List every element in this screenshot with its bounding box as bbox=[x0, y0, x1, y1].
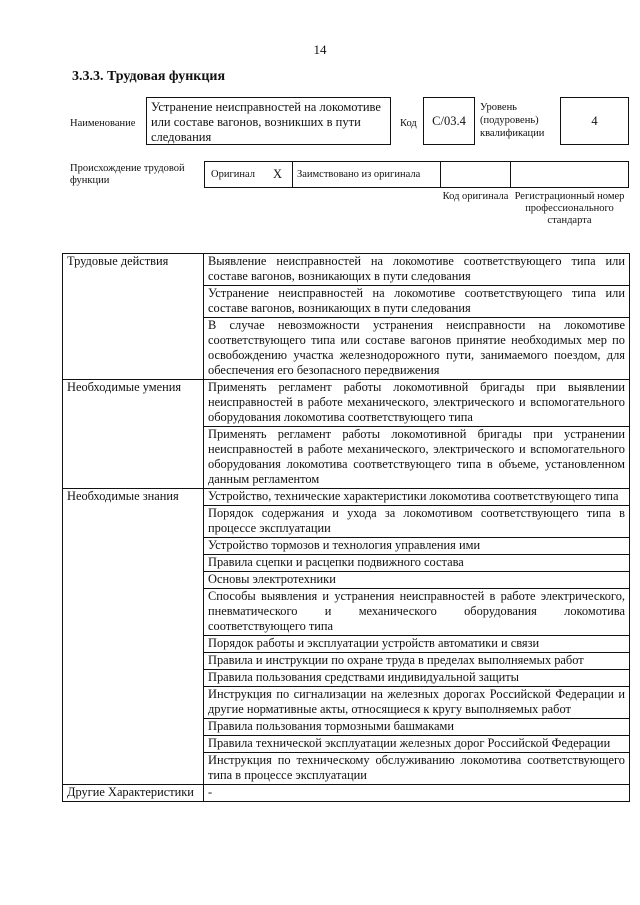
row-value: Устройство, технические характеристики локомотива соответствующего типа bbox=[204, 489, 630, 506]
reg-number-label: Регистрационный номер профессионального стандарта bbox=[514, 191, 625, 226]
row-value: Правила сцепки и расцепки подвижного состава bbox=[204, 555, 630, 572]
table-row bbox=[63, 489, 630, 506]
table-row bbox=[63, 785, 630, 802]
row-value: Применять регламент работы локомотивной бригады при выявлении неисправностей в работе механического, электрического и вспомогательного оборудования локомотива соответствующего типа bbox=[204, 380, 630, 427]
row-label: Трудовые действия bbox=[63, 254, 204, 380]
row-value: Выявление неисправностей на локомотиве соответствующего типа или составе вагонов, возникающих в пути следования bbox=[204, 254, 630, 286]
code-value: С/03.4 bbox=[432, 114, 466, 128]
row-label: Другие Характеристики bbox=[63, 785, 204, 802]
name-label: Наименование bbox=[70, 118, 136, 129]
row-label: Необходимые умения bbox=[63, 380, 204, 489]
row-label: Необходимые знания bbox=[63, 489, 204, 785]
name-box bbox=[146, 97, 391, 145]
row-value: Устранение неисправностей на локомотиве соответствующего типа или составе вагонов, возникающих в пути следования bbox=[204, 286, 630, 318]
row-value: В случае невозможности устранения неисправности на локомотиве соответствующего типа или составе вагонов принятие необходимых мер по освобождению участка железнодорожного пути, занимаемого поездом, для обеспечения его безопасного передвижения bbox=[204, 318, 630, 380]
origin-label: Происхождение трудовой функции bbox=[70, 163, 185, 186]
row-value: Применять регламент работы локомотивной бригады при устранении неисправностей в работе механического, электрического и вспомогательного оборудования локомотива соответствующего типа в объеме, установленном данным регламентом bbox=[204, 427, 630, 489]
borrowed-label: Заимствовано из оригинала bbox=[297, 169, 421, 180]
page-number: 14 bbox=[313, 42, 327, 57]
row-value: Способы выявления и устранения неисправностей в работе электрического, пневматического и механического оборудования локомотива соответствующего типа bbox=[204, 589, 630, 636]
name-value: Устранение неисправностей на локомотиве или составе вагонов, возникших в пути следования bbox=[151, 100, 381, 144]
row-value: - bbox=[204, 785, 630, 802]
row-value: Правила пользования тормозными башмаками bbox=[204, 719, 630, 736]
row-value: Порядок работы и эксплуатации устройств автоматики и связи bbox=[204, 636, 630, 653]
row-value: Инструкция по сигнализации на железных дорогах Российской Федерации и другие нормативные акты, относящиеся к кругу выполняемых работ bbox=[204, 687, 630, 719]
orig-code-cell bbox=[440, 161, 511, 188]
code-label: Код bbox=[400, 118, 417, 129]
level-label: Уровень (подуровень) квалификации bbox=[480, 102, 545, 139]
row-value: Порядок содержания и ухода за локомотивом соответствующего типа в процессе эксплуатации bbox=[204, 506, 630, 538]
table-row bbox=[63, 380, 630, 427]
level-box bbox=[560, 97, 629, 145]
orig-code-label: Код оригинала bbox=[442, 191, 509, 202]
row-value: Правила технической эксплуатации железных дорог Российской Федерации bbox=[204, 736, 630, 753]
row-value: Правила пользования средствами индивидуальной защиты bbox=[204, 670, 630, 687]
row-value: Правила и инструкции по охране труда в пределах выполняемых работ bbox=[204, 653, 630, 670]
code-box bbox=[423, 97, 475, 145]
table-row bbox=[63, 254, 630, 286]
section-heading: 3.3.3. Трудовая функция bbox=[72, 69, 226, 84]
labor-function-table bbox=[62, 253, 630, 802]
row-value: Устройство тормозов и технология управления ими bbox=[204, 538, 630, 555]
original-mark: X bbox=[273, 167, 283, 181]
row-value: Инструкция по техническому обслуживанию локомотива соответствующего типа в процессе эксплуатации bbox=[204, 753, 630, 785]
row-value: Основы электротехники bbox=[204, 572, 630, 589]
reg-number-cell bbox=[510, 161, 629, 188]
original-cell bbox=[204, 161, 293, 188]
borrowed-cell bbox=[292, 161, 441, 188]
original-label: Оригинал bbox=[211, 169, 255, 180]
level-value: 4 bbox=[591, 114, 598, 128]
